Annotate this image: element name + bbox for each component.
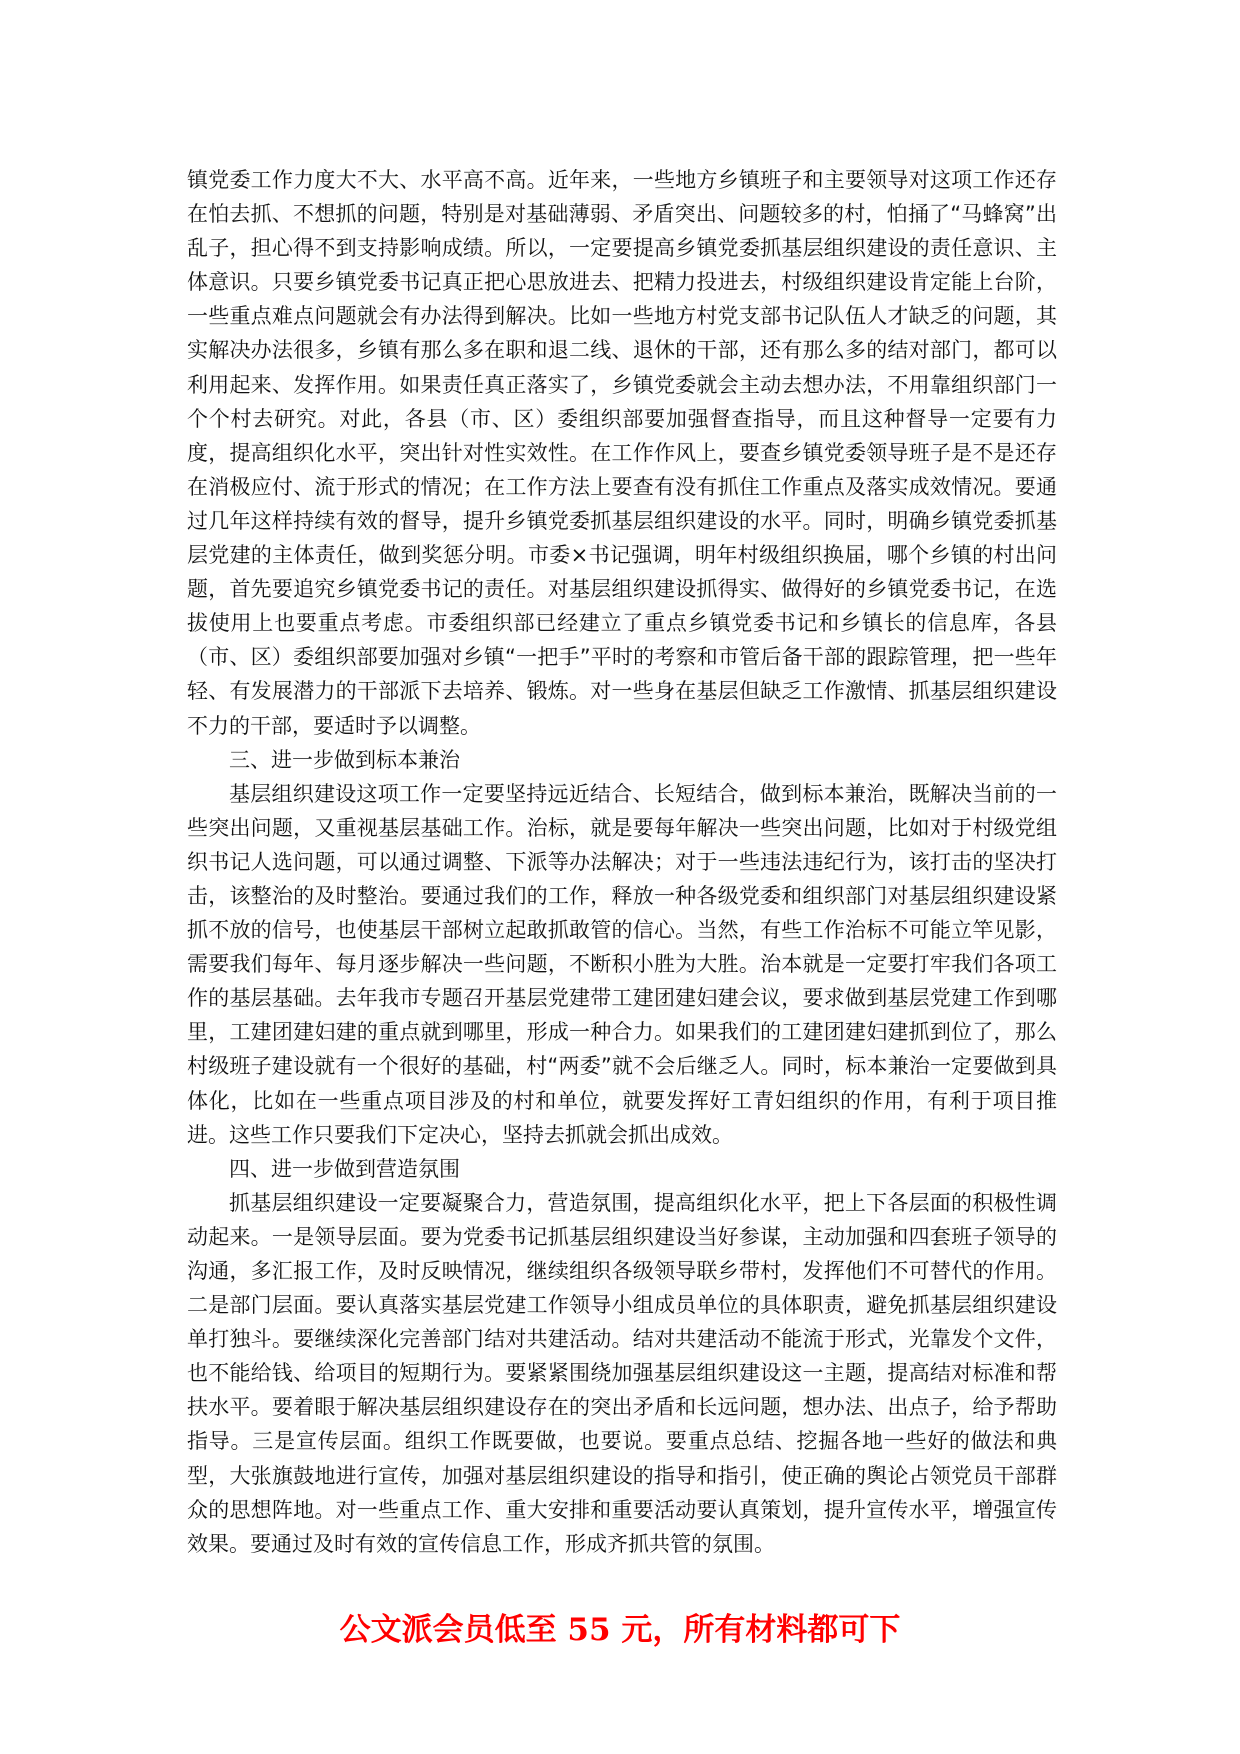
section-heading-3: 三、进一步做到标本兼治 bbox=[229, 747, 460, 772]
paragraph-continuation: 镇党委工作力度大不大、水平高不高。近年来，一些地方乡镇班子和主要领导对这项工作还存在怕去抓、不想抓的问题，特别是对基础薄弱、矛盾突出、问题较多的村，怕捅了“马蜂窝”出乱子，担心得不到支持影响成绩。所以，一定要提高乡镇党委抓基层组织建设的责任意识、主体意识。只要乡镇党委书记真正把心思放进去、把精力投进去，村级组织建设肯定能上台阶，一些重点难点问题就会有办法得到解决。比如一些地方村党支部书记队伍人才缺乏的问题，其实解决办法很多，乡镇有那么多在职和退二线、退休的干部，还有那么多的结对部门，都可以利用起来、发挥作用。如果责任真正落实了，乡镇党委就会主动去想办法，不用靠组织部门一个个村去研究。对此，各县（市、区）委组织部要加强督查指导，而且这种督导一定要有力度，提高组织化水平，突出针对性实效性。在工作作风上，要查乡镇党委领导班子是不是还存在消极应付、流于形式的情况；在工作方法上要查有没有抓住工作重点及落实成效情况。要通过几年这样持续有效的督导，提升乡镇党委抓基层组织建设的水平。同时，明确乡镇党委抓基层党建的主体责任，做到奖惩分明。市委×书记强调，明年村级组织换届，哪个乡镇的村出问题，首先要追究乡镇党委书记的责任。对基层组织建设抓得实、做得好的乡镇党委书记，在选拔使用上也要重点考虑。市委组织部已经建立了重点乡镇党委书记和乡镇长的信息库，各县（市、区）委组织部要加强对乡镇“一把手”平时的考察和市管后备干部的跟踪管理，把一些年轻、有发展潜力的干部派下去培养、锻炼。对一些身在基层但缺乏工作激情、抓基层组织建设不力的干部，要适时予以调整。 bbox=[187, 168, 1057, 738]
section-heading-4: 四、进一步做到营造氛围 bbox=[229, 1156, 460, 1181]
paragraph-section-3: 基层组织建设这项工作一定要坚持远近结合、长短结合，做到标本兼治，既解决当前的一些突出问题，又重视基层基础工作。治标，就是要每年解决一些突出问题，比如对于村级党组织书记人选问题，可以通过调整、下派等办法解决；对于一些违法违纪行为，该打击的坚决打击，该整治的及时整治。要通过我们的工作，释放一种各级党委和组织部门对基层组织建设紧抓不放的信号，也使基层干部树立起敢抓敢管的信心。当然，有些工作治标不可能立竿见影，需要我们每年、每月逐步解决一些问题，不断积小胜为大胜。治本就是一定要打牢我们各项工作的基层基础。去年我市专题召开基层党建带工建团建妇建会议，要求做到基层党建工作到哪里，工建团建妇建的重点就到哪里，形成一种合力。如果我们的工建团建妇建抓到位了，那么村级班子建设就有一个很好的基础，村“两委”就不会后继乏人。同时，标本兼治一定要做到具体化，比如在一些重点项目涉及的村和单位，就要发挥好工青妇组织的作用，有利于项目推进。这些工作只要我们下定决心，坚持去抓就会抓出成效。 bbox=[187, 781, 1057, 1147]
document-body bbox=[187, 163, 1057, 1561]
promo-banner: 公文派会员低至 55 元，所有材料都可下 bbox=[339, 1612, 901, 1648]
paragraph-section-4: 抓基层组织建设一定要凝聚合力，营造氛围，提高组织化水平，把上下各层面的积极性调动起来。一是领导层面。要为党委书记抓基层组织建设当好参谋，主动加强和四套班子领导的沟通，多汇报工作，及时反映情况，继续组织各级领导联乡带村，发挥他们不可替代的作用。二是部门层面。要认真落实基层党建工作领导小组成员单位的具体职责，避免抓基层组织建设单打独斗。要继续深化完善部门结对共建活动。结对共建活动不能流于形式，光靠发个文件，也不能给钱、给项目的短期行为。要紧紧围绕加强基层组织建设这一主题，提高结对标准和帮扶水平。要着眼于解决基层组织建设存在的突出矛盾和长远问题，想办法、出点子，给予帮助指导。三是宣传层面。组织工作既要做，也要说。要重点总结、挖掘各地一些好的做法和典型，大张旗鼓地进行宣传，加强对基层组织建设的指导和指引，使正确的舆论占领党员干部群众的思想阵地。对一些重点工作、重大安排和重要活动要认真策划，提升宣传水平，增强宣传效果。要通过及时有效的宣传信息工作，形成齐抓共管的氛围。 bbox=[187, 1190, 1057, 1556]
